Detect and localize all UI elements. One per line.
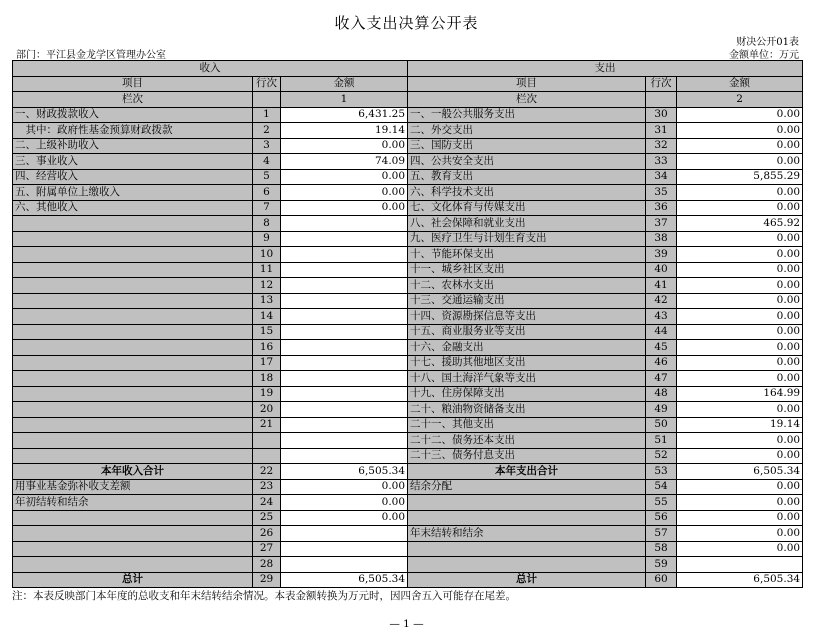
income-item-cell: [13, 262, 253, 278]
income-line-cell: 9: [253, 231, 281, 247]
expense-item-cell: 本年支出合计: [408, 464, 646, 480]
income-line-cell: [253, 448, 281, 464]
income-amount-cell: [281, 340, 408, 356]
expense-amount-cell: 0.00: [677, 510, 803, 526]
income-amount-cell: 74.09: [281, 154, 408, 170]
table-row: [13, 433, 803, 449]
table-row: [13, 572, 803, 588]
expense-item-cell: 十二、农林水支出: [408, 278, 646, 294]
expense-amount-cell: 0.00: [677, 123, 803, 139]
income-line-cell: 2: [253, 123, 281, 139]
income-item-cell: [13, 541, 253, 557]
expense-line-cell: 36: [646, 200, 677, 216]
expense-amount-cell: 5,855.29: [677, 169, 803, 185]
expense-line-cell: 34: [646, 169, 677, 185]
expense-line-cell: 43: [646, 309, 677, 325]
expense-amount-cell: 0.00: [677, 262, 803, 278]
table-row: [13, 278, 803, 294]
table-row: [13, 495, 803, 511]
table-row: [13, 169, 803, 185]
income-item-cell: [13, 278, 253, 294]
income-line-cell: 5: [253, 169, 281, 185]
income-line-cell: 12: [253, 278, 281, 294]
table-row: [13, 479, 803, 495]
income-amount-cell: 0.00: [281, 495, 408, 511]
expense-item-cell: [408, 495, 646, 511]
table-row: [13, 309, 803, 325]
expense-amount-cell: 0.00: [677, 541, 803, 557]
income-item-cell: [13, 448, 253, 464]
expense-amount-cell: 0.00: [677, 231, 803, 247]
table-row: [13, 107, 803, 123]
income-lanci-line: [253, 92, 281, 108]
expense-item-cell: [408, 557, 646, 573]
income-lanci-label: 栏次: [13, 92, 253, 108]
table-row: [13, 324, 803, 340]
income-amount-header: 金额: [281, 76, 408, 92]
income-line-cell: 27: [253, 541, 281, 557]
expense-item-cell: [408, 541, 646, 557]
expense-amount-cell: 0.00: [677, 448, 803, 464]
income-column-number: 1: [281, 92, 408, 108]
expense-item-cell: 十八、国土海洋气象等支出: [408, 371, 646, 387]
expense-line-cell: 56: [646, 510, 677, 526]
income-line-cell: 14: [253, 309, 281, 325]
table-row: [13, 262, 803, 278]
income-line-cell: 29: [253, 572, 281, 588]
expense-amount-cell: 0.00: [677, 200, 803, 216]
expense-line-cell: 35: [646, 185, 677, 201]
income-amount-cell: [281, 231, 408, 247]
expense-amount-cell: 0.00: [677, 479, 803, 495]
expense-amount-cell: 0.00: [677, 433, 803, 449]
expense-amount-cell: 19.14: [677, 417, 803, 433]
income-item-cell: 本年收入合计: [13, 464, 253, 480]
expense-item-cell: 十三、交通运输支出: [408, 293, 646, 309]
page-number: — 1 —: [389, 618, 424, 630]
income-item-cell: 其中：政府性基金预算财政拨款: [13, 123, 253, 139]
income-amount-cell: 0.00: [281, 185, 408, 201]
income-line-cell: 28: [253, 557, 281, 573]
table-row: [13, 541, 803, 557]
expense-item-cell: 十一、城乡社区支出: [408, 262, 646, 278]
expense-amount-header: 金额: [677, 76, 803, 92]
income-item-cell: 年初结转和结余: [13, 495, 253, 511]
expense-header: 支出: [408, 61, 803, 77]
income-item-cell: [13, 231, 253, 247]
income-line-cell: 17: [253, 355, 281, 371]
expense-line-cell: 39: [646, 247, 677, 263]
expense-amount-cell: 0.00: [677, 185, 803, 201]
income-amount-cell: 19.14: [281, 123, 408, 139]
table-row: [13, 371, 803, 387]
income-amount-cell: [281, 278, 408, 294]
table-row: [13, 247, 803, 263]
expense-line-cell: 37: [646, 216, 677, 232]
income-amount-cell: [281, 355, 408, 371]
income-item-cell: [13, 386, 253, 402]
expense-amount-cell: 0.00: [677, 247, 803, 263]
income-item-cell: [13, 557, 253, 573]
income-item-cell: [13, 526, 253, 542]
expense-lanci-label: 栏次: [408, 92, 646, 108]
expense-line-cell: 59: [646, 557, 677, 573]
expense-line-cell: 52: [646, 448, 677, 464]
expense-amount-cell: 0.00: [677, 107, 803, 123]
income-amount-cell: [281, 448, 408, 464]
expense-line-cell: 51: [646, 433, 677, 449]
expense-item-cell: 八、社会保障和就业支出: [408, 216, 646, 232]
expense-amount-cell: [677, 557, 803, 573]
income-line-cell: 8: [253, 216, 281, 232]
income-amount-cell: [281, 247, 408, 263]
expense-item-cell: 十四、资源勘探信息等支出: [408, 309, 646, 325]
expense-item-cell: 十六、金融支出: [408, 340, 646, 356]
expense-item-cell: [408, 510, 646, 526]
expense-amount-cell: 0.00: [677, 324, 803, 340]
expense-lanci-line: [646, 92, 677, 108]
expense-line-cell: 55: [646, 495, 677, 511]
income-item-cell: [13, 340, 253, 356]
income-item-cell: 总计: [13, 572, 253, 588]
expense-amount-cell: 0.00: [677, 154, 803, 170]
table-row: [13, 402, 803, 418]
income-line-cell: 21: [253, 417, 281, 433]
expense-item-cell: 一、一般公共服务支出: [408, 107, 646, 123]
income-line-cell: 22: [253, 464, 281, 480]
expense-line-cell: 53: [646, 464, 677, 480]
income-item-cell: [13, 371, 253, 387]
expense-line-cell: 58: [646, 541, 677, 557]
expense-line-cell: 54: [646, 479, 677, 495]
expense-line-cell: 42: [646, 293, 677, 309]
income-item-cell: 四、经营收入: [13, 169, 253, 185]
expense-line-cell: 50: [646, 417, 677, 433]
income-item-cell: [13, 293, 253, 309]
income-item-cell: [13, 510, 253, 526]
table-row: [13, 340, 803, 356]
expense-line-cell: 47: [646, 371, 677, 387]
income-item-cell: [13, 417, 253, 433]
income-line-cell: 19: [253, 386, 281, 402]
table-row: [13, 464, 803, 480]
table-row: [13, 123, 803, 139]
expense-item-cell: 二十、粮油物资储备支出: [408, 402, 646, 418]
income-item-cell: [13, 216, 253, 232]
expense-line-cell: 46: [646, 355, 677, 371]
table-row: [13, 293, 803, 309]
table-row: [13, 138, 803, 154]
table-row: [13, 200, 803, 216]
income-line-cell: 25: [253, 510, 281, 526]
expense-amount-cell: 0.00: [677, 402, 803, 418]
unit-label: 金额单位：万元: [729, 50, 799, 61]
income-amount-cell: [281, 541, 408, 557]
footnote: 注：本表反映部门本年度的总收支和年末结转结余情况。本表金额转换为万元时，因四舍五入可能存在尾差。: [12, 590, 516, 602]
income-expense-table: [12, 60, 803, 588]
table-row: [13, 510, 803, 526]
expense-amount-cell: 0.00: [677, 138, 803, 154]
income-item-cell: 三、事业收入: [13, 154, 253, 170]
income-amount-cell: 6,431.25: [281, 107, 408, 123]
department-label: 部门：平江县金龙学区管理办公室: [16, 50, 166, 61]
income-amount-cell: [281, 433, 408, 449]
income-line-cell: 26: [253, 526, 281, 542]
income-item-cell: 一、财政拨款收入: [13, 107, 253, 123]
table-row: [13, 231, 803, 247]
income-line-cell: 20: [253, 402, 281, 418]
income-line-header: 行次: [253, 76, 281, 92]
income-line-cell: 3: [253, 138, 281, 154]
income-line-cell: 23: [253, 479, 281, 495]
table-row: [13, 154, 803, 170]
expense-line-cell: 48: [646, 386, 677, 402]
expense-item-cell: 七、文化体育与传媒支出: [408, 200, 646, 216]
income-item-cell: [13, 247, 253, 263]
expense-item-cell: 四、公共安全支出: [408, 154, 646, 170]
income-amount-cell: [281, 526, 408, 542]
expense-amount-cell: 0.00: [677, 293, 803, 309]
income-item-cell: [13, 309, 253, 325]
expense-amount-cell: 6,505.34: [677, 464, 803, 480]
table-row: [13, 526, 803, 542]
income-item-cell: [13, 355, 253, 371]
income-amount-cell: 6,505.34: [281, 464, 408, 480]
income-amount-cell: [281, 557, 408, 573]
income-item-cell: 六、其他收入: [13, 200, 253, 216]
income-item-cell: 五、附属单位上缴收入: [13, 185, 253, 201]
expense-line-cell: 38: [646, 231, 677, 247]
expense-line-cell: 45: [646, 340, 677, 356]
table-row: [13, 448, 803, 464]
expense-line-cell: 31: [646, 123, 677, 139]
income-amount-cell: 0.00: [281, 138, 408, 154]
expense-amount-cell: 465.92: [677, 216, 803, 232]
expense-line-cell: 44: [646, 324, 677, 340]
table-row: [13, 355, 803, 371]
table-row: [13, 386, 803, 402]
income-line-cell: 6: [253, 185, 281, 201]
income-line-cell: 15: [253, 324, 281, 340]
income-amount-cell: [281, 309, 408, 325]
expense-item-cell: 年末结转和结余: [408, 526, 646, 542]
expense-item-cell: 三、国防支出: [408, 138, 646, 154]
expense-item-cell: 二十一、其他支出: [408, 417, 646, 433]
expense-amount-cell: 6,505.34: [677, 572, 803, 588]
expense-column-number: 2: [677, 92, 803, 108]
expense-item-cell: 五、教育支出: [408, 169, 646, 185]
expense-item-cell: 十五、商业服务业等支出: [408, 324, 646, 340]
expense-item-header: 项目: [408, 76, 646, 92]
expense-line-cell: 33: [646, 154, 677, 170]
expense-line-cell: 57: [646, 526, 677, 542]
income-item-cell: [13, 402, 253, 418]
expense-amount-cell: 0.00: [677, 495, 803, 511]
expense-amount-cell: 0.00: [677, 371, 803, 387]
expense-line-cell: 32: [646, 138, 677, 154]
expense-line-cell: 40: [646, 262, 677, 278]
income-line-cell: 7: [253, 200, 281, 216]
income-amount-cell: [281, 262, 408, 278]
income-amount-cell: 0.00: [281, 479, 408, 495]
income-amount-cell: 0.00: [281, 510, 408, 526]
income-line-cell: 16: [253, 340, 281, 356]
form-number: 财决公开01表: [736, 37, 799, 48]
expense-amount-cell: 0.00: [677, 309, 803, 325]
income-amount-cell: [281, 324, 408, 340]
expense-item-cell: 十九、住房保障支出: [408, 386, 646, 402]
expense-amount-cell: 0.00: [677, 355, 803, 371]
table-row: [13, 557, 803, 573]
income-header: 收入: [13, 61, 408, 77]
expense-line-header: 行次: [646, 76, 677, 92]
expense-item-cell: 二十二、债务还本支出: [408, 433, 646, 449]
expense-line-cell: 30: [646, 107, 677, 123]
expense-amount-cell: 0.00: [677, 278, 803, 294]
expense-item-cell: 十、节能环保支出: [408, 247, 646, 263]
page-title: 收入支出决算公开表: [334, 14, 479, 32]
income-item-cell: [13, 324, 253, 340]
expense-item-cell: 六、科学技术支出: [408, 185, 646, 201]
income-line-cell: 11: [253, 262, 281, 278]
expense-item-cell: 九、医疗卫生与计划生育支出: [408, 231, 646, 247]
income-amount-cell: [281, 216, 408, 232]
income-line-cell: 1: [253, 107, 281, 123]
expense-line-cell: 49: [646, 402, 677, 418]
income-item-cell: 用事业基金弥补收支差额: [13, 479, 253, 495]
income-line-cell: 10: [253, 247, 281, 263]
expense-item-cell: 结余分配: [408, 479, 646, 495]
income-line-cell: [253, 433, 281, 449]
table-row: [13, 216, 803, 232]
expense-amount-cell: 0.00: [677, 526, 803, 542]
expense-line-cell: 41: [646, 278, 677, 294]
expense-amount-cell: 164.99: [677, 386, 803, 402]
table-row: [13, 417, 803, 433]
income-amount-cell: [281, 371, 408, 387]
income-line-cell: 13: [253, 293, 281, 309]
income-amount-cell: 0.00: [281, 200, 408, 216]
expense-amount-cell: 0.00: [677, 340, 803, 356]
income-line-cell: 18: [253, 371, 281, 387]
expense-item-cell: 总计: [408, 572, 646, 588]
income-amount-cell: [281, 402, 408, 418]
income-amount-cell: [281, 417, 408, 433]
income-amount-cell: [281, 293, 408, 309]
income-amount-cell: 6,505.34: [281, 572, 408, 588]
expense-item-cell: 二、外交支出: [408, 123, 646, 139]
income-amount-cell: 0.00: [281, 169, 408, 185]
income-line-cell: 4: [253, 154, 281, 170]
expense-line-cell: 60: [646, 572, 677, 588]
expense-item-cell: 十七、援助其他地区支出: [408, 355, 646, 371]
income-item-cell: 二、上级补助收入: [13, 138, 253, 154]
table-row: [13, 185, 803, 201]
income-amount-cell: [281, 386, 408, 402]
income-item-cell: [13, 433, 253, 449]
expense-item-cell: 二十三、债务付息支出: [408, 448, 646, 464]
income-line-cell: 24: [253, 495, 281, 511]
income-item-header: 项目: [13, 76, 253, 92]
